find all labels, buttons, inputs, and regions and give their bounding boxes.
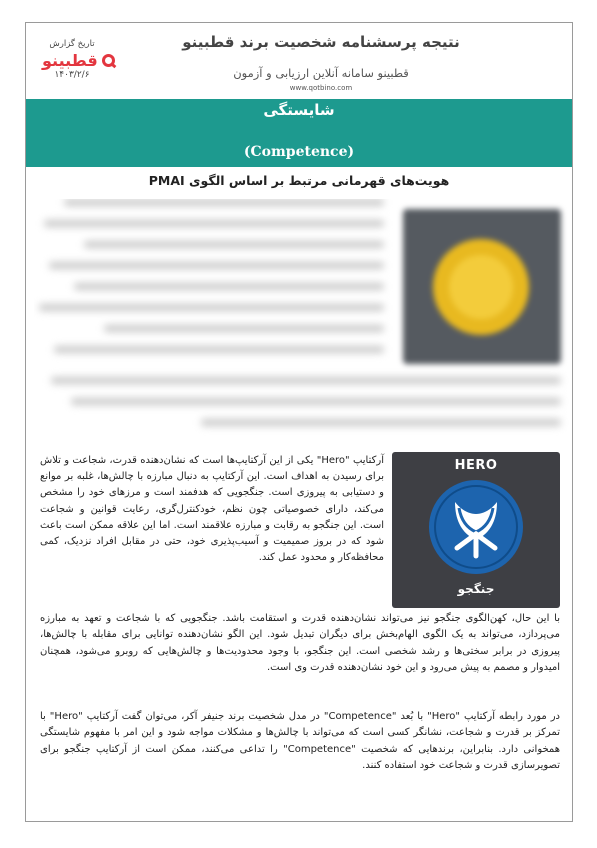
logo-mark-icon [102,54,115,67]
report-header [26,23,572,101]
website-url: www.qotbino.com [289,84,353,92]
body-paragraph-3: در مورد رابطه آرکتایپ "Hero" با بُعد "Competence" در مدل شخصیت برند جنیفر آکر، می‌توان گفت آرکتایپ "Hero" با تمرکز بر قدرت و شجاعت، نشانگر کسی است که می‌تواند با چالش‌ها و مشکلات مواجه شود و این امر با مفهوم شایستگی همخوانی دارد. بنابراین، برندهایی که شخصیت "Competence" را تداعی می‌کنند، ممکن است از آرکتایپ جنگجو برای تصویرسازی قدرت و شجاعت خود استفاده کنند. [40,711,560,772]
page-title: نتیجه پرسشنامه شخصیت برند قطبینو [182,33,460,51]
report-date: ۱۴۰۳/۲/۶ [54,70,90,80]
hero-archetype-card [392,452,560,608]
body-paragraph-1: آرکتایپ "Hero" یکی از این آرکتایپ‌ها است که نشان‌دهنده قدرت، شجاعت و تلاش برای رسیدن به اهداف است. این آرکتایپ به دنبال مبارزه با چالش‌ها، غلبه بر موانع و دستیابی به پیروزی است. جنگجویی که هدفمند است و مرزهای خود را مشخص می‌کند، دارای خصوصیاتی چون نظم، خودکنترل‌گری، رعایت قوانین و شجاعت است. این جنگجو به رقابت و مبارزه علاقمند است. اما این علاقه ممکن است باعث شود که در بروز صمیمیت و آسیب‌پذیری خود، حتی در مقابل افراد نزدیک، کمی محافظه‌کار و محدود عمل کند. [40,455,384,564]
logo-text: قطبینو [42,51,98,70]
page-subtitle: قطبینو سامانه آنلاین ارزیابی و آزمون [233,66,409,80]
banner-title-en: (Competence) [243,144,355,160]
report-date-label: تاریخ گزارش [49,39,95,49]
banner-title-fa: شایستگی [263,101,335,119]
blurred-content [34,199,569,445]
body-paragraph-2: با این حال، کهن‌الگوی جنگجو نیز می‌تواند نشان‌دهنده قدرت و استقامت باشد. جنگجویی که با شجاعت و تعهد به مبارزه می‌پردازد، می‌تواند به یک الگوی الهام‌بخش برای دیگران تبدیل شود. این الگو نشان‌دهنده توانایی برای مقابله با چالش‌ها، پیروزی در برابر سختی‌ها و رشد شخصی است. این جنگجو، با وجود محدودیت‌ها و چالش‌هایی که روبرو می‌شود، همچنان امیدوار و مصمم به پیش می‌رود و این خود نشان‌دهنده قدرت وی است. [40,613,560,674]
section-banner [26,99,572,167]
report-page [25,22,573,822]
brand-logo [42,51,115,70]
hero-shield-icon [427,478,525,576]
blurred-archetype-image [403,209,561,364]
hero-label-fa: جنگجو [457,582,495,596]
hero-label-en: HERO [454,458,498,473]
blurred-text-lines-bottom [41,377,561,437]
section-heading: هویت‌های قهرمانی مرتبط بر اساس الگوی PMAI [148,173,450,188]
